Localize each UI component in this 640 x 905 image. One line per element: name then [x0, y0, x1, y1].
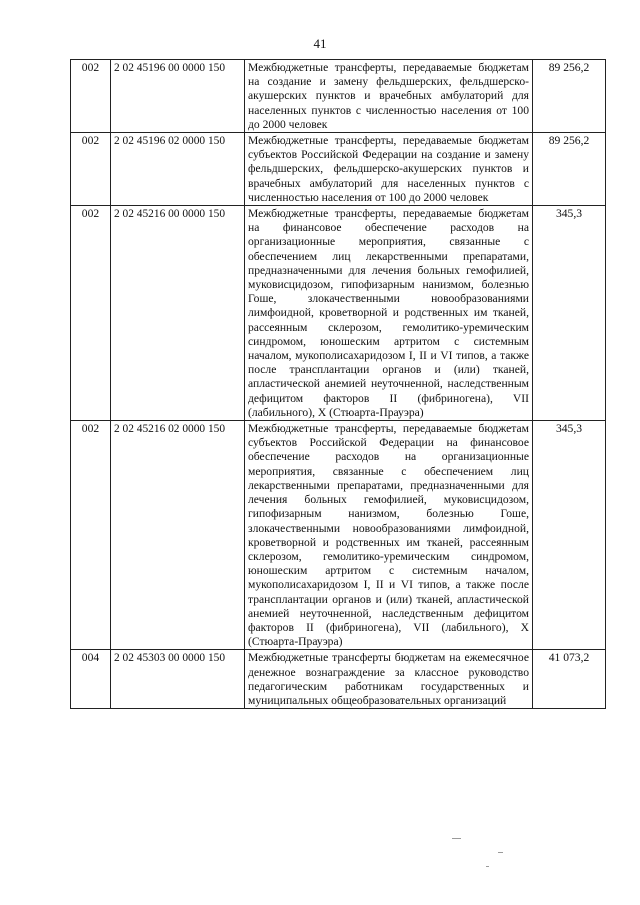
budget-classification-code-cell: 2 02 45216 00 0000 150: [111, 206, 245, 421]
revenue-name-cell: Межбюджетные трансферты, передаваемые бюджетам субъектов Российской Федерации на финансовое обеспечение расходов на организационные мероприятия, связанные с обеспечением лиц лекарственными препаратами, предназначенными для лечения больных гемофилией, муковисцидозом, гипофизарным нанизмом, болезнью Гоше, злокачественными новообразованиями лимфоидной, кроветворной и родственных им тканей, рассеянным склерозом, гемолитико-уремическим синдромом, юношеским артритом с системным началом, мукополисахаридозом I, II и VI типов, а также после трансплантации органов и (или) тканей, апластической анемией неуточненной, наследственным дефицитом факторов II (фибриногена), VII (лабильного), X (Стюарта-Прауэра): [245, 421, 533, 650]
table-row: [71, 133, 606, 206]
revenue-name-cell: Межбюджетные трансферты, передаваемые бюджетам субъектов Российской Федерации на создание и замену фельдшерских, фельдшерско-акушерских пунктов и врачебных амбулаторий для населенных пунктов с численностью населения от 100 до 2000 человек: [245, 133, 533, 206]
table-row: [71, 206, 606, 421]
amount-cell: 89 256,2: [533, 60, 606, 133]
table-row: [71, 421, 606, 650]
revenue-name-cell: Межбюджетные трансферты бюджетам на ежемесячное денежное вознаграждение за классное руководство педагогическим работникам государственных и муниципальных общеобразовательных организаций: [245, 650, 533, 709]
admin-code-cell: 002: [71, 133, 111, 206]
table-row: [71, 60, 606, 133]
budget-classification-code-cell: 2 02 45196 02 0000 150: [111, 133, 245, 206]
admin-code-cell: 002: [71, 421, 111, 650]
amount-cell: 89 256,2: [533, 133, 606, 206]
revenue-name-cell: Межбюджетные трансферты, передаваемые бюджетам на создание и замену фельдшерских, фельдшерско-акушерских пунктов и врачебных амбулаторий для населенных пунктов с численностью населения от 100 до 2000 человек: [245, 60, 533, 133]
scan-speck: [498, 852, 503, 853]
budget-classification-code-cell: 2 02 45196 00 0000 150: [111, 60, 245, 133]
scan-speck: [486, 866, 489, 867]
amount-cell: 41 073,2: [533, 650, 606, 709]
scan-speck: [452, 838, 461, 839]
budget-classification-code-cell: 2 02 45303 00 0000 150: [111, 650, 245, 709]
admin-code-cell: 004: [71, 650, 111, 709]
table-row: [71, 650, 606, 709]
admin-code-cell: 002: [71, 60, 111, 133]
revenue-name-cell: Межбюджетные трансферты, передаваемые бюджетам на финансовое обеспечение расходов на организационные мероприятия, связанные с обеспечением лиц лекарственными препаратами, предназначенными для лечения больных гемофилией, муковисцидозом, гипофизарным нанизмом, болезнью Гоше, злокачественными новообразованиями лимфоидной, кроветворной и родственных им тканей, рассеянным склерозом, гемолитико-уремическим синдромом, юношеским артритом с системным началом, мукополисахаридозом I, II и VI типов, а также после трансплантации органов и (или) тканей, апластической анемией неуточненной, наследственным дефицитом факторов II (фибриногена), VII (лабильного), X (Стюарта-Прауэра): [245, 206, 533, 421]
budget-revenue-table: [70, 59, 606, 709]
page-number: 41: [313, 36, 327, 51]
admin-code-cell: 002: [71, 206, 111, 421]
budget-classification-code-cell: 2 02 45216 02 0000 150: [111, 421, 245, 650]
amount-cell: 345,3: [533, 421, 606, 650]
amount-cell: 345,3: [533, 206, 606, 421]
